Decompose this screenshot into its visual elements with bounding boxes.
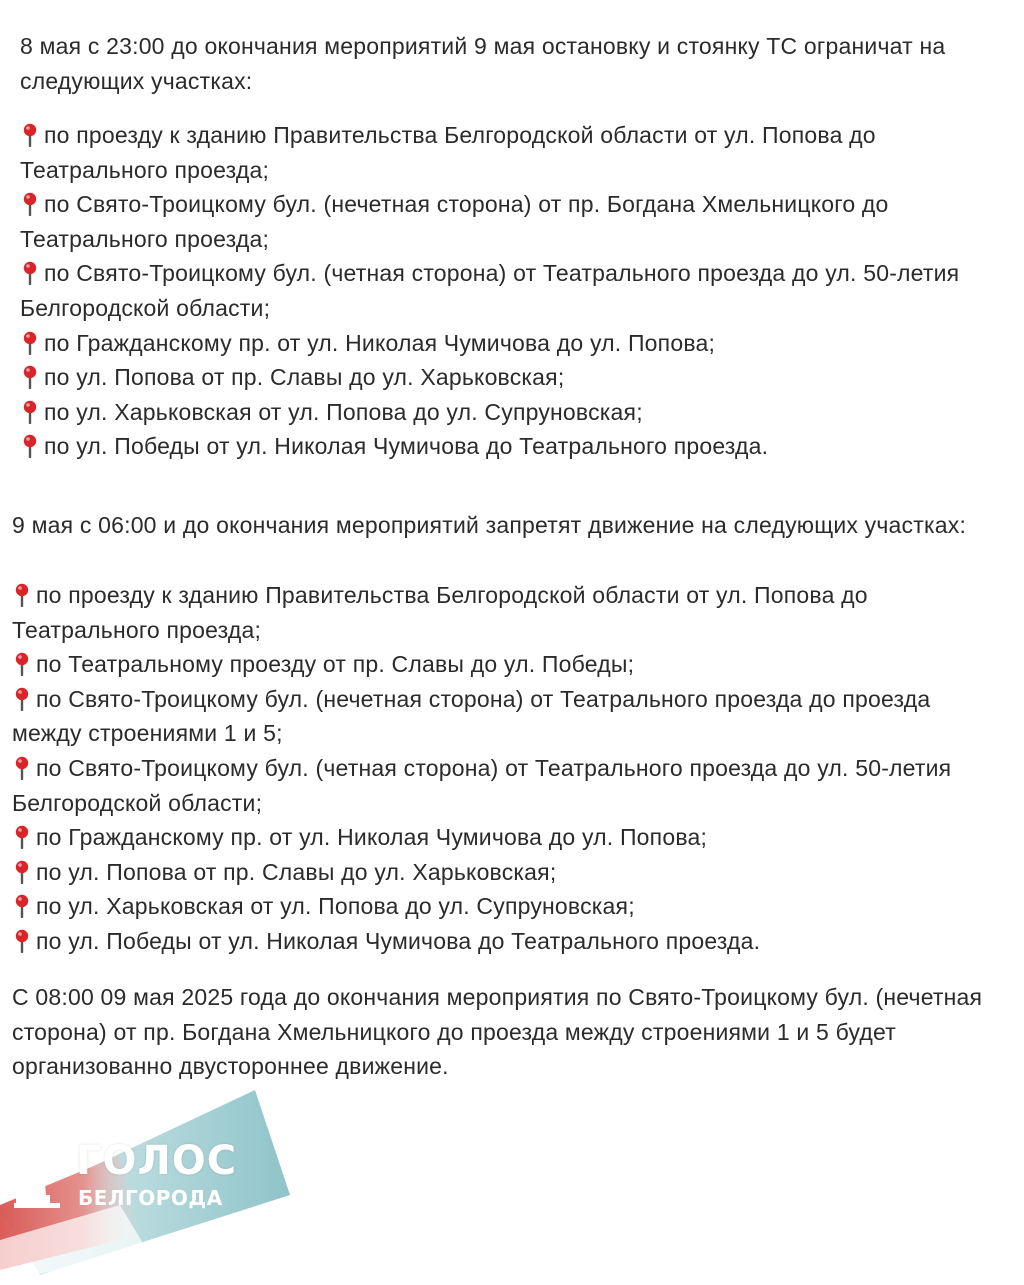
logo-subtitle: БЕЛГОРОДА: [78, 1186, 223, 1210]
list-item: [20, 395, 1010, 430]
list-item-text: по проезду к зданию Правительства Белгородской области от ул. Попова до Театрального проезда;: [12, 582, 868, 643]
pushpin-icon: [20, 434, 40, 458]
list-item: [12, 855, 1002, 890]
list-item-text: по ул. Харьковская от ул. Попова до ул. Супруновская;: [36, 893, 635, 920]
list-item-text: по проезду к зданию Правительства Белгородской области от ул. Попова до Театрального проезда;: [20, 122, 876, 183]
list-item: [12, 924, 1002, 959]
intro-paragraph: 8 мая с 23:00 до окончания мероприятий 9 мая остановку и стоянку ТС ограничат на следующих участках:: [20, 33, 946, 94]
list-item-text: по ул. Харьковская от ул. Попова до ул. Супруновская;: [44, 398, 643, 425]
pushpin-icon: [12, 825, 32, 849]
list-item: [20, 187, 1010, 256]
list-item-text: по ул. Победы от ул. Николая Чумичова до Театрального проезда.: [36, 927, 761, 954]
pushpin-icon: [12, 929, 32, 953]
list-item-text: по ул. Попова от пр. Славы до ул. Харьковская;: [44, 364, 565, 391]
pushpin-icon: [20, 331, 40, 355]
list-item: [12, 820, 1002, 855]
list-item: [12, 647, 1002, 682]
list-item: [20, 326, 1010, 361]
pushpin-icon: [20, 400, 40, 424]
list-item: [20, 256, 1010, 325]
list-item: [12, 682, 1002, 751]
list-item-text: по Свято-Троицкому бул. (нечетная сторона) от Театрального проезда до проезда между строениями 1 и 5;: [12, 685, 931, 747]
list-item-text: по Театральному проезду от пр. Славы до ул. Победы;: [36, 651, 635, 678]
pushpin-icon: [12, 687, 32, 711]
list-item: [12, 751, 1002, 820]
list-item: [20, 118, 1010, 187]
pushpin-icon: [12, 756, 32, 780]
pushpin-icon: [12, 583, 32, 607]
logo-title: ГОЛОС: [76, 1138, 238, 1184]
list-item-text: по Гражданскому пр. от ул. Николая Чумичова до ул. Попова;: [44, 329, 716, 356]
list-item: [20, 360, 1010, 395]
pushpin-icon: [20, 192, 40, 216]
list-item-text: по ул. Победы от ул. Николая Чумичова до Театрального проезда.: [44, 433, 769, 460]
pushpin-icon: [20, 123, 40, 147]
list-item-text: по Свято-Троицкому бул. (нечетная сторона) от пр. Богдана Хмельницкого до Театрального проезда;: [20, 191, 889, 252]
list-item-text: по Свято-Троицкому бул. (четная сторона) от Театрального проезда до ул. 50-летия Белгородской области;: [20, 260, 960, 321]
pushpin-icon: [12, 860, 32, 884]
pushpin-icon: [12, 894, 32, 918]
list-item-text: по Свято-Троицкому бул. (четная сторона) от Театрального проезда до ул. 50-летия Белгородской области;: [12, 754, 952, 816]
pushpin-icon: [20, 365, 40, 389]
list-item: [20, 429, 1010, 464]
traffic-ban-intro: 9 мая с 06:00 и до окончания мероприятий запретят движение на следующих участках:: [12, 512, 967, 538]
list-item: [12, 578, 1002, 647]
list-item-text: по ул. Попова от пр. Славы до ул. Харьковская;: [36, 858, 557, 885]
list-item-text: по Гражданскому пр. от ул. Николая Чумичова до ул. Попова;: [36, 824, 708, 851]
parking-restriction-list: [20, 118, 1010, 464]
pushpin-icon: [12, 652, 32, 676]
pushpin-icon: [20, 261, 40, 285]
list-item: [12, 889, 1002, 924]
two-way-traffic-note: С 08:00 09 мая 2025 года до окончания мероприятия по Свято-Троицкому бул. (нечетная сторона) от пр. Богдана Хмельницкого до проезда между строениями 1 и 5 будет организованно двустороннее движение.: [12, 984, 983, 1080]
traffic-ban-list: [12, 578, 1002, 959]
